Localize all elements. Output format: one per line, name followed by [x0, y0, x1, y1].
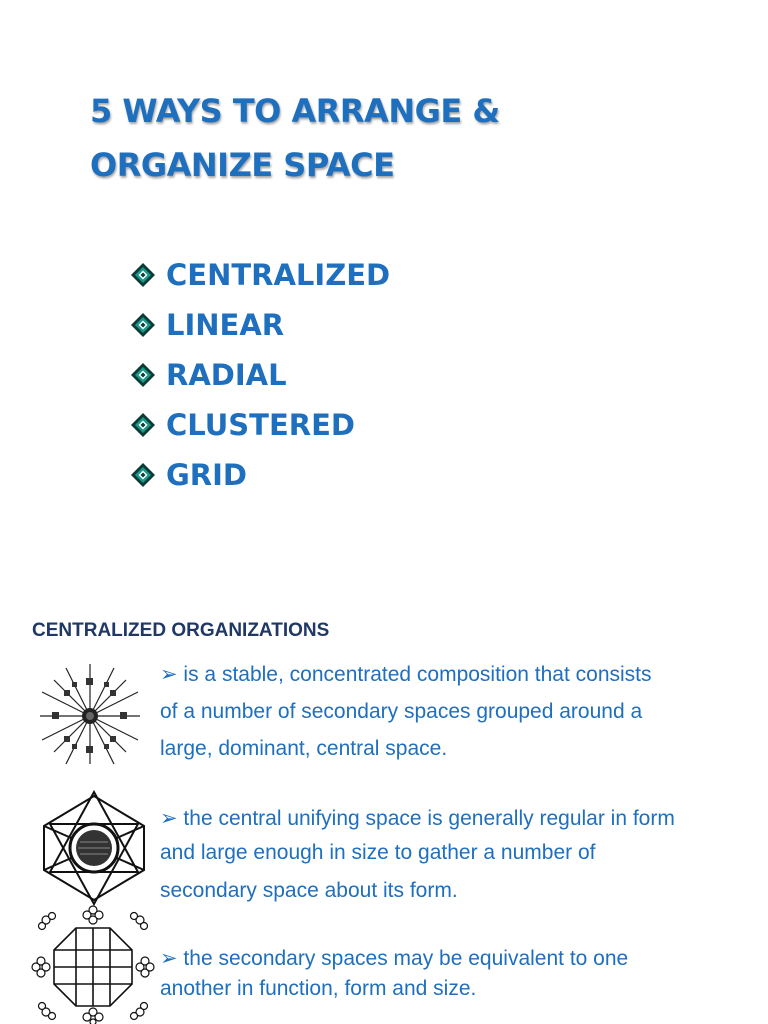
bullet-list — [130, 250, 390, 500]
bullet-label: CLUSTERED — [166, 408, 355, 442]
page-title-line-2: ORGANIZE SPACE — [90, 146, 395, 184]
text-line: of a number of secondary spaces grouped around a — [160, 700, 643, 723]
text-line: large, dominant, central space. — [160, 737, 448, 760]
diamond-bullet-icon — [130, 312, 156, 338]
centralized-radial-diagram — [28, 652, 156, 776]
centralized-point-3 — [160, 944, 750, 1004]
text-line: ➢ the secondary spaces may be equivalent to one — [160, 947, 629, 970]
bullet-label: GRID — [166, 458, 247, 492]
text-line: ➢ the central unifying space is generally regular in form — [160, 807, 675, 830]
bullet-item-linear — [130, 300, 390, 350]
bullet-label: LINEAR — [166, 308, 285, 342]
centralized-point-1 — [160, 656, 750, 767]
bullet-item-centralized — [130, 250, 390, 300]
text-line: ➢ is a stable, concentrated composition that consists — [160, 663, 652, 686]
section-heading: CENTRALIZED ORGANIZATIONS — [32, 620, 330, 641]
bullet-item-grid — [130, 450, 390, 500]
diamond-bullet-icon — [130, 362, 156, 388]
centralized-point-2 — [160, 802, 750, 908]
text-line: secondary space about its form. — [160, 879, 458, 902]
diamond-bullet-icon — [130, 462, 156, 488]
centralized-octagon-diagram — [28, 902, 158, 1024]
bullet-item-clustered — [130, 400, 390, 450]
bullet-label: RADIAL — [166, 358, 287, 392]
page-title-line-1: 5 WAYS TO ARRANGE & — [90, 92, 500, 130]
diamond-bullet-icon — [130, 412, 156, 438]
diamond-bullet-icon — [130, 262, 156, 288]
bullet-label: CENTRALIZED — [166, 258, 391, 292]
bullet-item-radial — [130, 350, 390, 400]
text-line: and large enough in size to gather a number of — [160, 841, 596, 864]
centralized-star-diagram — [30, 790, 158, 906]
text-line: another in function, form and size. — [160, 977, 477, 1000]
